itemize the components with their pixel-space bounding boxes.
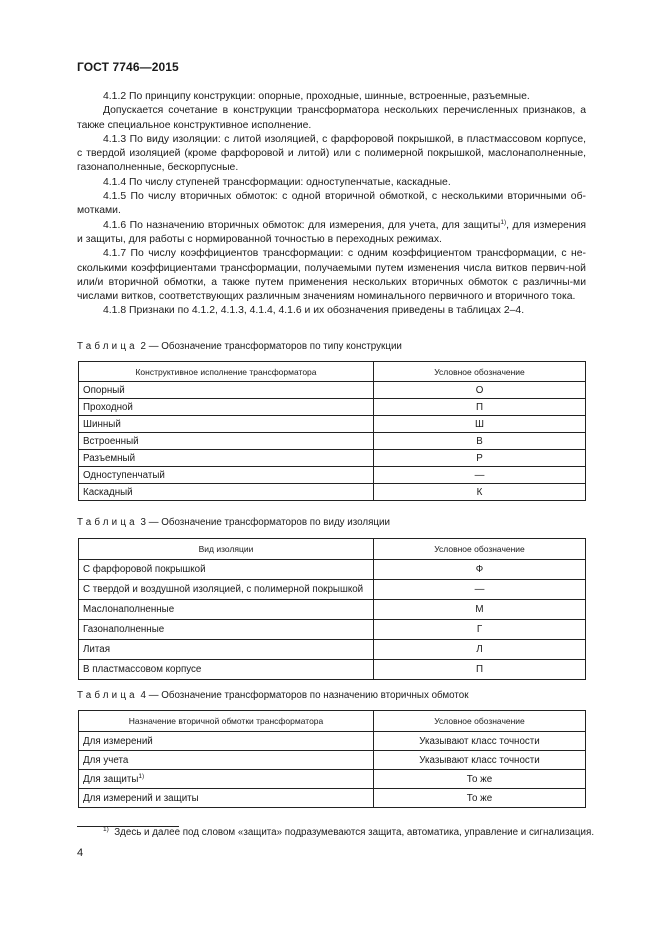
clause-4-1-5: 4.1.5 По числу вторичных обмоток: с одной вторичной обмоткой, с несколькими вторичными об-мотками. [77, 191, 586, 217]
row-code: Ш [374, 416, 586, 433]
row-name: Разъемный [83, 452, 136, 464]
row-name-cell [79, 770, 374, 789]
row-code: — [374, 580, 586, 600]
table-row [79, 484, 586, 501]
row-name: Встроенный [83, 435, 139, 447]
row-name-cell [79, 416, 374, 433]
table-row [79, 620, 586, 640]
table4-header-col2: Условное обозначение [374, 711, 586, 732]
table2-caption-text: 2 — Обозначение трансформаторов по типу конструкции [137, 341, 402, 352]
table-row [79, 467, 586, 484]
row-name-cell [79, 580, 374, 600]
table-row [79, 399, 586, 416]
row-code: Р [374, 450, 586, 467]
footnote-mark: 1) [103, 826, 109, 833]
table-row [79, 560, 586, 580]
table-row [79, 732, 586, 751]
row-name: С фарфоровой покрышкой [83, 564, 206, 575]
row-name-cell [79, 450, 374, 467]
footnote-text: Здесь и далее под словом «защита» подразумеваются защита, автоматика, управление и сигнализация. [114, 827, 595, 838]
table4-caption-text: 4 — Обозначение трансформаторов по назначению вторичных обмоток [137, 690, 469, 701]
row-name: Одноступенчатый [83, 469, 165, 481]
row-name-cell [79, 751, 374, 770]
table-2 [78, 361, 586, 501]
row-name-cell [79, 467, 374, 484]
row-name-cell [79, 620, 374, 640]
row-code: П [374, 660, 586, 680]
table3-header-col1: Вид изоляции [79, 539, 374, 560]
table-row [79, 600, 586, 620]
clause-4-1-3: 4.1.3 По виду изоляции: с литой изоляцией, с фарфоровой покрышкой, в пластмассовом корпусе, с твердой изоляцией (кроме фарфоровой и литой) или с полимерной покрышкой, маслонаполненные, газонаполненные, бескорпусные. [77, 133, 586, 174]
table3-caption [77, 517, 390, 528]
table3-caption-label: Таблица [77, 517, 138, 528]
row-name-cell [79, 789, 374, 808]
table2-caption [77, 341, 402, 352]
row-code: К [374, 484, 586, 501]
document-header: ГОСТ 7746—2015 [77, 60, 179, 74]
row-name: Газонаполненные [83, 624, 165, 635]
clause-4-1-6-text-b: , для измерения и защиты, для работы с нормированной точностью в переходных режимах. [77, 219, 586, 245]
table4-header-col1: Назначение вторичной обмотки трансформатора [79, 711, 374, 732]
footnote-ref: 1) [138, 772, 145, 780]
row-code: Указывают класс точности [374, 751, 586, 770]
row-code: Указывают класс точности [374, 732, 586, 751]
row-name: Для измерений [83, 735, 153, 747]
table-3 [78, 538, 586, 680]
page-number: 4 [77, 847, 84, 859]
table3-caption-text: 3 — Обозначение трансформаторов по виду изоляции [137, 517, 390, 528]
footnote-ref: 1) [500, 218, 507, 226]
table2-caption-label: Таблица [77, 341, 138, 352]
table-row [79, 640, 586, 660]
row-code: Ф [374, 560, 586, 580]
row-name: Каскадный [83, 486, 133, 498]
clause-4-1-6 [77, 219, 586, 248]
row-name-cell [79, 433, 374, 450]
table3-header-col2: Условное обозначение [374, 539, 586, 560]
row-name: Литая [83, 644, 111, 655]
row-name: Для защиты [83, 773, 139, 785]
row-name: Для измерений и защиты [83, 792, 199, 804]
body-text [77, 90, 586, 319]
footnote [103, 827, 594, 838]
row-code: П [374, 399, 586, 416]
row-name: Проходной [83, 401, 133, 413]
table-4 [78, 710, 586, 808]
row-name-cell [79, 660, 374, 680]
row-name-cell [79, 560, 374, 580]
table-row [79, 770, 586, 789]
table-row [79, 660, 586, 680]
table4-caption-label: Таблица [77, 690, 138, 701]
table-row [79, 580, 586, 600]
table-row [79, 416, 586, 433]
clause-4-1-4: 4.1.4 По числу ступеней трансформации: одноступенчатые, каскадные. [103, 176, 451, 188]
row-code: В [374, 433, 586, 450]
row-code: То же [374, 789, 586, 808]
row-name: Для учета [83, 754, 129, 766]
row-name-cell [79, 732, 374, 751]
table-row [79, 751, 586, 770]
table2-header-col2: Условное обозначение [374, 362, 586, 382]
row-name-cell [79, 399, 374, 416]
row-name: Опорный [83, 384, 125, 396]
row-name: В пластмассовом корпусе [83, 664, 202, 675]
row-code: О [374, 382, 586, 399]
row-name-cell [79, 484, 374, 501]
clause-4-1-7: 4.1.7 По числу коэффициентов трансформации: с одним коэффициентом трансформации, с не-сколькими коэффициентами трансформации, получаемыми путем изменения числа витков первич-ной или/и вторичной обмотки, а также путем применения нескольких вторичных обмоток с различны-ми числами витков, соответствующих различным значениям номинального первичного и вторичного тока. [77, 248, 586, 303]
row-code: Г [374, 620, 586, 640]
clause-4-1-2: 4.1.2 По принципу конструкции: опорные, проходные, шинные, встроенные, разъемные. [103, 91, 530, 102]
row-name: С твердой и воздушной изоляцией, с полимерной покрышкой [83, 584, 364, 595]
table2-header-col1: Конструктивное исполнение трансформатора [79, 362, 374, 382]
clause-4-1-8: 4.1.8 Признаки по 4.1.2, 4.1.3, 4.1.4, 4.1.6 и их обозначения приведены в таблицах 2–4. [103, 305, 525, 317]
row-name: Маслонаполненные [83, 604, 175, 615]
table-row [79, 382, 586, 399]
row-code: М [374, 600, 586, 620]
table-row [79, 433, 586, 450]
table-row [79, 789, 586, 808]
row-name-cell [79, 382, 374, 399]
table4-caption [77, 690, 469, 701]
clause-4-1-6-text-a: 4.1.6 По назначению вторичных обмоток: для измерения, для учета, для защиты [103, 219, 501, 231]
row-code: — [374, 467, 586, 484]
row-code: Л [374, 640, 586, 660]
row-name-cell [79, 640, 374, 660]
row-code: То же [374, 770, 586, 789]
row-name-cell [79, 600, 374, 620]
clause-4-1-2-note: Допускается сочетание в конструкции трансформатора нескольких перечисленных признаков, а также специальное конструктивное исполнение. [77, 105, 586, 131]
table-row [79, 450, 586, 467]
row-name: Шинный [83, 418, 121, 430]
